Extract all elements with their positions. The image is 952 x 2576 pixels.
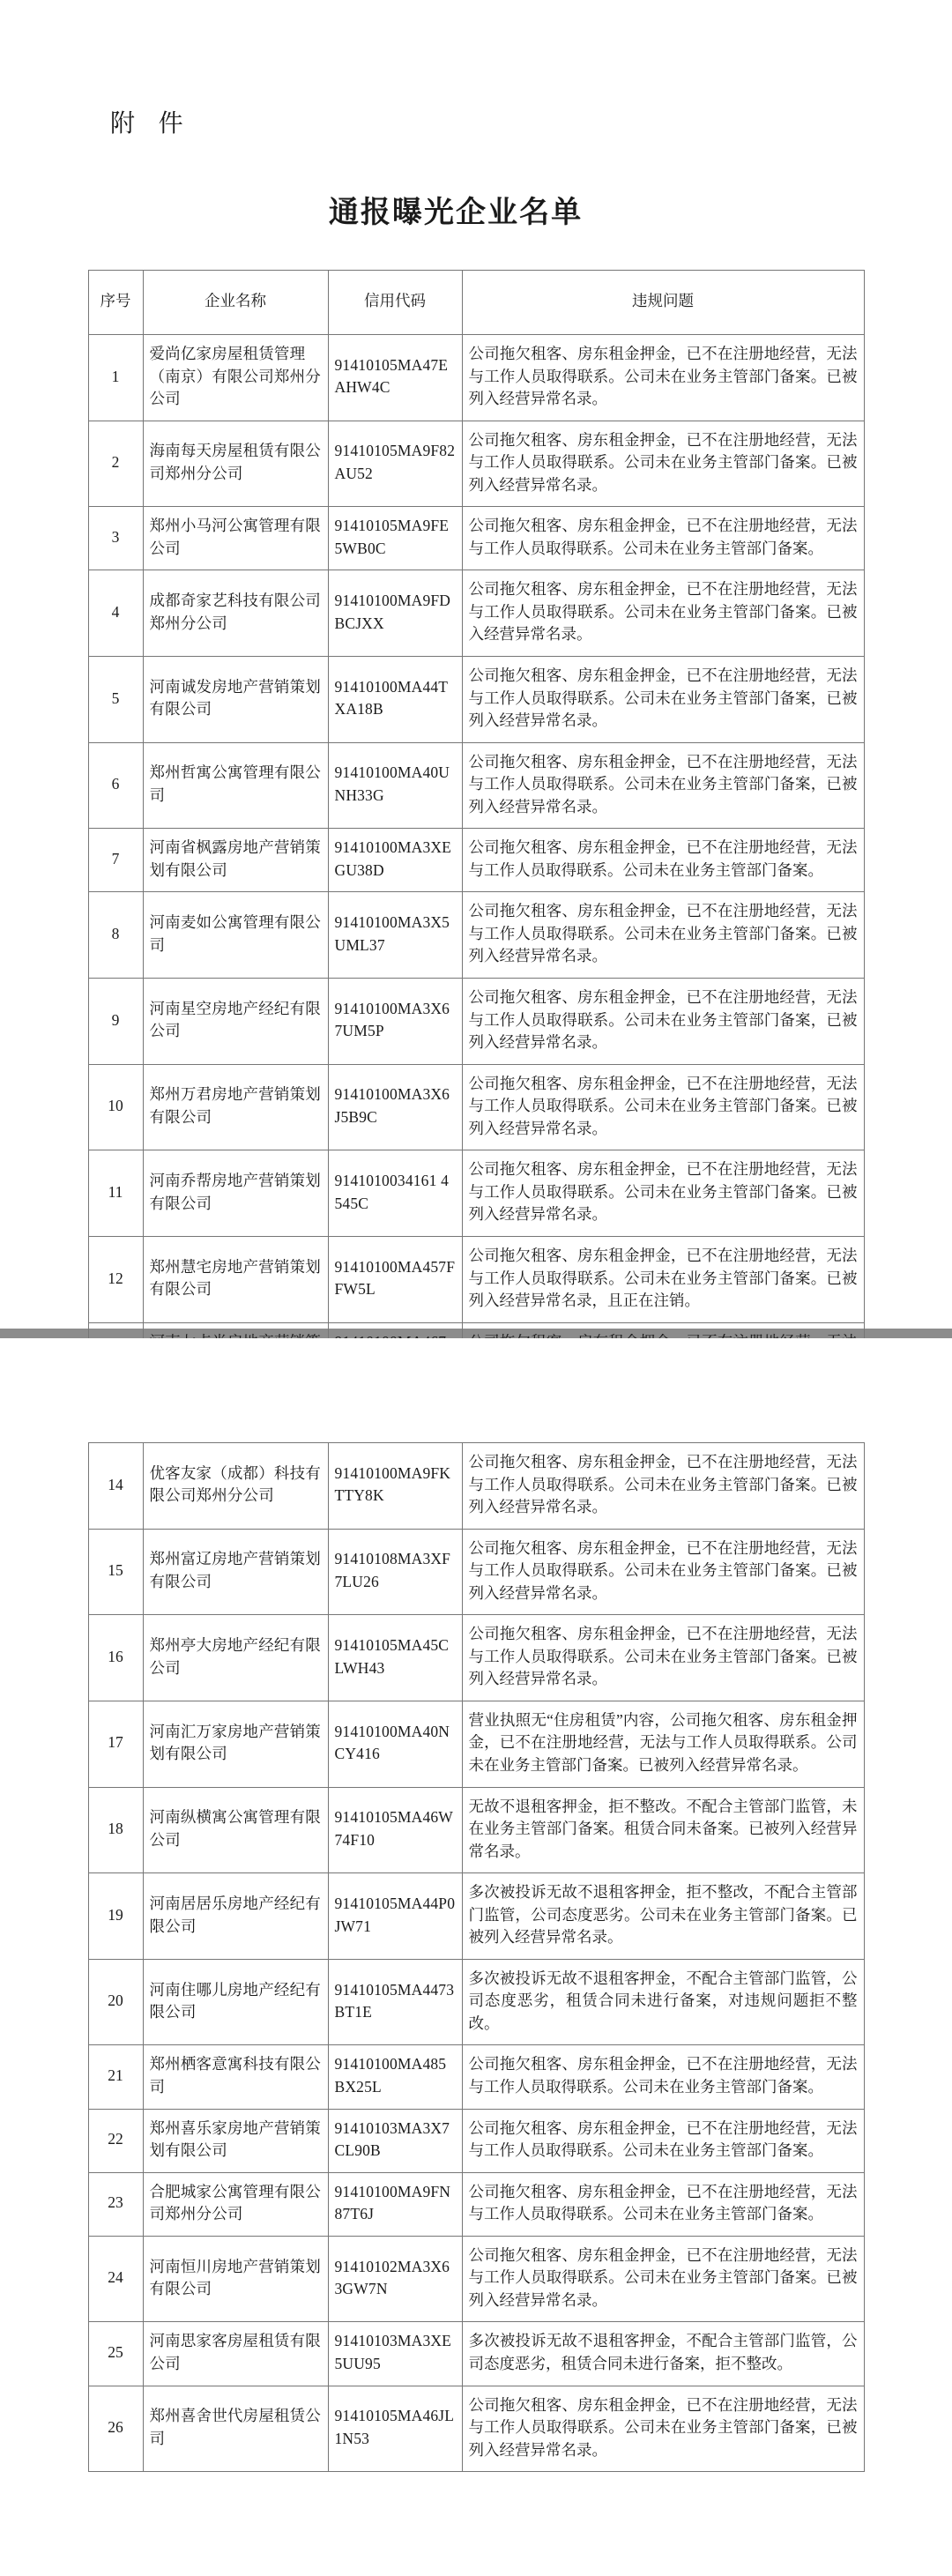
cell-credit-code: 91410105MA46JL1N53: [328, 2386, 462, 2472]
cell-sequence-number: 15: [88, 1529, 143, 1615]
cell-company-name: 成都奇家艺科技有限公司郑州分公司: [143, 570, 328, 657]
cell-violation-issue: 公司拖欠租客、房东租金押金，已不在注册地经营，无法与工作人员取得联系。公司未在业务主管部门备案。已被列入经营异常名录。: [462, 1443, 864, 1530]
cell-violation-issue: 公司拖欠租客、房东租金押金，已不在注册地经营，无法与工作人员取得联系。公司未在业务主管部门备案。已被列入经营异常名录。: [462, 1615, 864, 1701]
table-row: [88, 1959, 864, 2045]
table-row: [88, 742, 864, 829]
attachment-label-char-1: 附: [110, 109, 136, 137]
table-row: [88, 570, 864, 657]
table-row: [88, 657, 864, 743]
cell-violation-issue: 公司拖欠租客、房东租金押金，已不在注册地经营，无法与工作人员取得联系。公司未在业务主管部门备案。已被列入经营异常名录。: [462, 335, 864, 421]
table-row: [88, 2386, 864, 2472]
table-row: [88, 1701, 864, 1787]
cell-company-name: 河南省枫露房地产营销策划有限公司: [143, 829, 328, 892]
cell-sequence-number: 7: [88, 829, 143, 892]
cell-sequence-number: 20: [88, 1959, 143, 2045]
table-row: [88, 979, 864, 1065]
cell-violation-issue: 公司拖欠租客、房东租金押金，已不在注册地经营，无法与工作人员取得联系。公司未在业务主管部门备案。: [462, 829, 864, 892]
table-body-page-one: [88, 335, 864, 1387]
column-header-issue: 违规问题: [462, 271, 864, 335]
cell-credit-code: 91410103MA3XE5UU95: [328, 2322, 462, 2386]
cell-sequence-number: 1: [88, 335, 143, 421]
table-row: [88, 1787, 864, 1873]
cell-credit-code: 91410100MA3X6J5B9C: [328, 1064, 462, 1150]
cell-violation-issue: 公司拖欠租客、房东租金押金，已不在注册地经营，无法与工作人员取得联系。公司未在业务主管部门备案。: [462, 2172, 864, 2236]
cell-company-name: 河南居居乐房地产经纪有限公司: [143, 1873, 328, 1960]
table-row: [88, 1150, 864, 1237]
cell-credit-code: 91410105MA46W74F10: [328, 1787, 462, 1873]
cell-company-name: 河南星空房地产经纪有限公司: [143, 979, 328, 1065]
cell-violation-issue: 公司拖欠租客、房东租金押金，已不在注册地经营，无法与工作人员取得联系。公司未在业务主管部门备案。已被列入经营异常名录。: [462, 1064, 864, 1150]
cell-sequence-number: 24: [88, 2236, 143, 2322]
cell-credit-code: 91410100MA40NCY416: [328, 1701, 462, 1787]
cell-credit-code: 91410105MA9F82AU52: [328, 421, 462, 507]
table-row: [88, 1873, 864, 1960]
table-row: [88, 2045, 864, 2109]
cell-sequence-number: 25: [88, 2322, 143, 2386]
cell-sequence-number: 9: [88, 979, 143, 1065]
cell-company-name: 郑州喜舍世代房屋租赁公司: [143, 2386, 328, 2472]
cell-sequence-number: 6: [88, 742, 143, 829]
cell-credit-code: 91410100MA9FN87T6J: [328, 2172, 462, 2236]
table-body-page-two: [88, 1443, 864, 2472]
cell-violation-issue: 公司拖欠租客、房东租金押金，已不在注册地经营，无法与工作人员取得联系。公司未在业务主管部门备案。: [462, 507, 864, 570]
cell-sequence-number: 5: [88, 657, 143, 743]
cell-credit-code: 91410103MA3X7CL90B: [328, 2109, 462, 2172]
cell-sequence-number: 2: [88, 421, 143, 507]
cell-violation-issue: 公司拖欠租客、房东租金押金，已不在注册地经营，无法与工作人员取得联系。公司未在业务主管部门备案。已被列入经营异常名录。: [462, 421, 864, 507]
cell-credit-code: 91410100MA3XEGU38D: [328, 829, 462, 892]
table-row: [88, 829, 864, 892]
cell-credit-code: 9141010034161 4545C: [328, 1150, 462, 1237]
column-header-code: 信用代码: [328, 271, 462, 335]
table-row: [88, 1529, 864, 1615]
cell-violation-issue: 公司拖欠租客、房东租金押金，已不在注册地经营，无法与工作人员取得联系。公司未在业务主管部门备案，已被列入经营异常名录。: [462, 742, 864, 829]
cell-violation-issue: 公司拖欠租客、房东租金押金，已不在注册地经营，无法与工作人员取得联系。公司未在业务主管部门备案。已被列入经营异常名录。: [462, 2236, 864, 2322]
page-title: 通报曝光企业名单: [328, 196, 584, 229]
cell-sequence-number: 8: [88, 892, 143, 979]
cell-sequence-number: 4: [88, 570, 143, 657]
cell-credit-code: 91410105MA4473BT1E: [328, 1959, 462, 2045]
cell-violation-issue: 多次被投诉无故不退租客押金，不配合主管部门监管，公司态度恶劣，租赁合同未进行备案，拒不整改。: [462, 2322, 864, 2386]
cell-company-name: 河南思家客房屋租赁有限公司: [143, 2322, 328, 2386]
cell-credit-code: 91410102MA3X63GW7N: [328, 2236, 462, 2322]
cell-sequence-number: 10: [88, 1064, 143, 1150]
cell-sequence-number: 16: [88, 1615, 143, 1701]
attachment-label-char-2: 件: [158, 109, 184, 137]
table-row: [88, 2172, 864, 2236]
page-two-bottom-margin: [0, 2472, 952, 2576]
cell-company-name: 河南麦如公寓管理有限公司: [143, 892, 328, 979]
cell-violation-issue: 公司拖欠租客、房东租金押金，已不在注册地经营，无法与工作人员取得联系。公司未在业务主管部门备案。已被列入经营异常名录。: [462, 892, 864, 979]
cell-company-name: 郑州富辽房地产营销策划有限公司: [143, 1529, 328, 1615]
cell-company-name: 郑州万君房地产营销策划有限公司: [143, 1064, 328, 1150]
cell-sequence-number: 14: [88, 1443, 143, 1530]
table-row: [88, 421, 864, 507]
table-header: [88, 271, 864, 335]
cell-sequence-number: 3: [88, 507, 143, 570]
cell-violation-issue: 公司拖欠租客、房东租金押金，已不在注册地经营，无法与工作人员取得联系。公司未在业务主管部门备案。: [462, 2045, 864, 2109]
cell-company-name: 郑州哲寓公寓管理有限公司: [143, 742, 328, 829]
cell-sequence-number: 18: [88, 1787, 143, 1873]
cell-credit-code: 91410100MA457FFW5L: [328, 1236, 462, 1322]
cell-sequence-number: 11: [88, 1150, 143, 1237]
cell-violation-issue: 营业执照无“住房租赁”内容，公司拖欠租客、房东租金押金，已不在注册地经营，无法与工作人员取得联系。公司未在业务主管部门备案。已被列入经营异常名录。: [462, 1701, 864, 1787]
table-row: [88, 2236, 864, 2322]
cell-company-name: 爱尚亿家房屋租赁管理（南京）有限公司郑州分公司: [143, 335, 328, 421]
cell-company-name: 河南恒川房地产营销策划有限公司: [143, 2236, 328, 2322]
cell-credit-code: 91410100MA9FKTTY8K: [328, 1443, 462, 1530]
cell-credit-code: 91410100MA9FDBCJXX: [328, 570, 462, 657]
cell-sequence-number: 17: [88, 1701, 143, 1787]
cell-credit-code: 91410105MA44P0JW71: [328, 1873, 462, 1960]
cell-violation-issue: 公司拖欠租客、房东租金押金，已不在注册地经营，无法与工作人员取得联系。公司未在业务主管部门备案，已被列入经营异常名录。: [462, 2386, 864, 2472]
document-page-two: [0, 1338, 952, 2576]
cell-company-name: 优客友家（成都）科技有限公司郑州分公司: [143, 1443, 328, 1530]
table-row: [88, 2322, 864, 2386]
cell-credit-code: 91410100MA40UNH33G: [328, 742, 462, 829]
cell-sequence-number: 23: [88, 2172, 143, 2236]
cell-violation-issue: 多次被投诉无故不退租客押金，拒不整改，不配合主管部门监管，公司态度恶劣。公司未在业务主管部门备案。已被列入经营异常名录。: [462, 1873, 864, 1960]
cell-credit-code: 91410100MA44TXA18B: [328, 657, 462, 743]
table-row: [88, 507, 864, 570]
cell-credit-code: 91410100MA485BX25L: [328, 2045, 462, 2109]
violations-table-page-two: [88, 1442, 865, 2472]
cell-company-name: 河南汇万家房地产营销策划有限公司: [143, 1701, 328, 1787]
cell-credit-code: 91410105MA47EAHW4C: [328, 335, 462, 421]
cell-company-name: 郑州慧宅房地产营销策划有限公司: [143, 1236, 328, 1322]
table-row: [88, 2109, 864, 2172]
cell-violation-issue: 公司拖欠租客、房东租金押金，已不在注册地经营，无法与工作人员取得联系。公司未在业务主管部门备案，已被列入经营异常名录。: [462, 657, 864, 743]
table-row: [88, 335, 864, 421]
cell-company-name: 河南纵横寓公寓管理有限公司: [143, 1787, 328, 1873]
cell-violation-issue: 多次被投诉无故不退租客押金，不配合主管部门监管，公司态度恶劣，租赁合同未进行备案，对违规问题拒不整改。: [462, 1959, 864, 2045]
cell-company-name: 海南每天房屋租赁有限公司郑州分公司: [143, 421, 328, 507]
cell-company-name: 郑州小马河公寓管理有限公司: [143, 507, 328, 570]
cell-violation-issue: 公司拖欠租客、房东租金押金，已不在注册地经营，无法与工作人员取得联系。公司未在业务主管部门备案。已被列入经营异常名录，且正在注销。: [462, 1236, 864, 1322]
column-header-no: 序号: [88, 271, 143, 335]
cell-violation-issue: 公司拖欠租客、房东租金押金，已不在注册地经营，无法与工作人员取得联系。公司未在业务主管部门备案。: [462, 2109, 864, 2172]
cell-violation-issue: 公司拖欠租客、房东租金押金，已不在注册地经营，无法与工作人员取得联系。公司未在业务主管部门备案。已被列入经营异常名录。: [462, 1529, 864, 1615]
table-row: [88, 1615, 864, 1701]
table-header-row: [88, 271, 864, 335]
cell-company-name: 河南诚发房地产营销策划有限公司: [143, 657, 328, 743]
cell-sequence-number: 21: [88, 2045, 143, 2109]
cell-company-name: 河南乔帮房地产营销策划有限公司: [143, 1150, 328, 1237]
table-row: [88, 1064, 864, 1150]
cell-sequence-number: 19: [88, 1873, 143, 1960]
cell-sequence-number: 12: [88, 1236, 143, 1322]
table-row: [88, 892, 864, 979]
cell-company-name: 郑州喜乐家房地产营销策划有限公司: [143, 2109, 328, 2172]
cell-violation-issue: 公司拖欠租客、房东租金押金，已不在注册地经营，无法与工作人员取得联系。公司未在业务主管部门备案。已被列入经营异常名录。: [462, 1150, 864, 1237]
cell-credit-code: 91410108MA3XF7LU26: [328, 1529, 462, 1615]
cell-violation-issue: 公司拖欠租客、房东租金押金，已不在注册地经营，无法与工作人员取得联系。公司未在业务主管部门备案，已被列入经营异常名录。: [462, 979, 864, 1065]
page-two-top-margin: [0, 1338, 952, 1442]
cell-credit-code: 91410105MA45CLWH43: [328, 1615, 462, 1701]
cell-credit-code: 91410105MA9FE5WB0C: [328, 507, 462, 570]
cell-credit-code: 91410100MA3X5UML37: [328, 892, 462, 979]
cell-violation-issue: 公司拖欠租客、房东租金押金，已不在注册地经营，无法与工作人员取得联系。公司未在业务主管部门备案。已被入经营异常名录。: [462, 570, 864, 657]
cell-sequence-number: 22: [88, 2109, 143, 2172]
cell-company-name: 郑州亭大房地产经纪有限公司: [143, 1615, 328, 1701]
cell-company-name: 郑州栖客意寓科技有限公司: [143, 2045, 328, 2109]
table-row: [88, 1443, 864, 1530]
cell-credit-code: 91410100MA3X67UM5P: [328, 979, 462, 1065]
table-row: [88, 1236, 864, 1322]
cell-violation-issue: 无故不退租客押金，拒不整改。不配合主管部门监管，未在业务主管部门备案。租赁合同未备案。已被列入经营异常名录。: [462, 1787, 864, 1873]
column-header-name: 企业名称: [143, 271, 328, 335]
cell-sequence-number: 26: [88, 2386, 143, 2472]
cell-company-name: 合肥城家公寓管理有限公司郑州分公司: [143, 2172, 328, 2236]
attachment-label: [0, 0, 952, 139]
cell-company-name: 河南住哪儿房地产经纪有限公司: [143, 1959, 328, 2045]
violations-table-page-one: [88, 270, 865, 1387]
